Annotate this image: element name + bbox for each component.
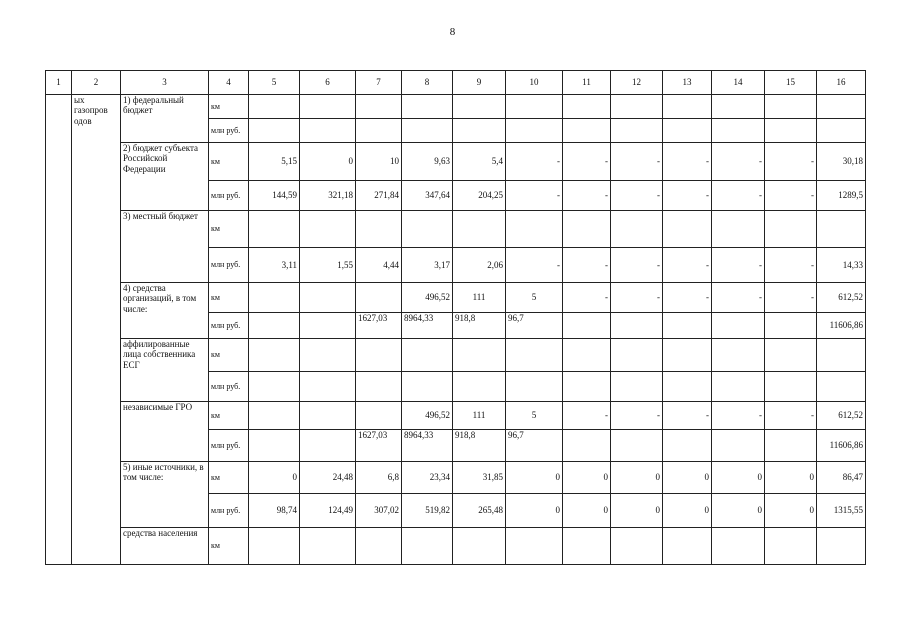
source-label: 2) бюджет субъекта Российской Федерации [121, 143, 209, 211]
unit-cell: км [209, 283, 249, 313]
value-cell [356, 119, 402, 143]
value-cell [765, 430, 817, 462]
source-label: 3) местный бюджет [121, 211, 209, 283]
value-cell: - [506, 248, 563, 283]
value-cell [300, 430, 356, 462]
value-cell: - [563, 248, 611, 283]
value-cell [563, 313, 611, 339]
value-cell [663, 339, 712, 372]
value-cell: - [712, 143, 765, 181]
value-cell [712, 372, 765, 402]
value-cell [356, 339, 402, 372]
value-cell: 347,64 [402, 181, 453, 211]
value-cell: 96,7 [506, 313, 563, 339]
value-cell [402, 211, 453, 248]
column-header-1: 1 [46, 71, 72, 95]
value-cell: - [611, 143, 663, 181]
value-cell [300, 211, 356, 248]
value-cell: - [765, 248, 817, 283]
value-cell: 0 [300, 143, 356, 181]
value-cell: 24,48 [300, 462, 356, 494]
value-cell: 0 [765, 462, 817, 494]
value-cell: 111 [453, 402, 506, 430]
value-cell: 96,7 [506, 430, 563, 462]
value-cell [817, 339, 866, 372]
unit-cell: млн руб. [209, 119, 249, 143]
value-cell: 0 [712, 462, 765, 494]
unit-cell: млн руб. [209, 181, 249, 211]
value-cell: - [563, 143, 611, 181]
value-cell [817, 372, 866, 402]
value-cell [563, 95, 611, 119]
value-cell [611, 528, 663, 565]
value-cell: 98,74 [249, 494, 300, 528]
unit-cell: км [209, 95, 249, 119]
value-cell [249, 372, 300, 402]
value-cell: - [712, 402, 765, 430]
value-cell: - [611, 402, 663, 430]
value-cell: 3,11 [249, 248, 300, 283]
value-cell: 0 [663, 494, 712, 528]
value-cell: 321,18 [300, 181, 356, 211]
table-row [46, 462, 866, 494]
value-cell [765, 528, 817, 565]
column-header-5: 5 [249, 71, 300, 95]
value-cell [506, 528, 563, 565]
value-cell [817, 211, 866, 248]
value-cell [356, 95, 402, 119]
value-cell [356, 283, 402, 313]
value-cell [663, 372, 712, 402]
value-cell [453, 95, 506, 119]
value-cell: 519,82 [402, 494, 453, 528]
value-cell [300, 95, 356, 119]
column-header-14: 14 [712, 71, 765, 95]
value-cell [663, 211, 712, 248]
value-cell: - [563, 181, 611, 211]
value-cell [356, 402, 402, 430]
value-cell [453, 528, 506, 565]
col2-cell: ых газопров одов [72, 95, 121, 565]
value-cell [453, 211, 506, 248]
value-cell: 0 [563, 462, 611, 494]
value-cell [611, 313, 663, 339]
value-cell: - [506, 181, 563, 211]
value-cell: - [663, 402, 712, 430]
table-row [46, 528, 866, 565]
value-cell: 2,06 [453, 248, 506, 283]
value-cell: - [712, 283, 765, 313]
value-cell [249, 430, 300, 462]
column-header-9: 9 [453, 71, 506, 95]
source-label: аффилированные лица собственника ЕСГ [121, 339, 209, 402]
source-label: средства населения [121, 528, 209, 565]
value-cell: - [712, 181, 765, 211]
value-cell [712, 339, 765, 372]
value-cell: 23,34 [402, 462, 453, 494]
value-cell [249, 211, 300, 248]
value-cell [712, 430, 765, 462]
value-cell [249, 402, 300, 430]
column-header-10: 10 [506, 71, 563, 95]
value-cell [611, 211, 663, 248]
column-header-13: 13 [663, 71, 712, 95]
unit-cell: млн руб. [209, 494, 249, 528]
value-cell: - [765, 283, 817, 313]
value-cell [611, 95, 663, 119]
value-cell: 612,52 [817, 283, 866, 313]
value-cell [300, 313, 356, 339]
value-cell: 0 [765, 494, 817, 528]
value-cell: 0 [249, 462, 300, 494]
value-cell [402, 339, 453, 372]
value-cell [663, 95, 712, 119]
value-cell: 14,33 [817, 248, 866, 283]
value-cell [563, 119, 611, 143]
value-cell: 204,25 [453, 181, 506, 211]
value-cell: 0 [563, 494, 611, 528]
table-row [46, 143, 866, 181]
value-cell [249, 339, 300, 372]
value-cell [300, 372, 356, 402]
value-cell: 9,63 [402, 143, 453, 181]
value-cell: - [765, 181, 817, 211]
table-row [46, 211, 866, 248]
unit-cell: млн руб. [209, 430, 249, 462]
column-header-11: 11 [563, 71, 611, 95]
value-cell: 31,85 [453, 462, 506, 494]
value-cell [663, 313, 712, 339]
column-header-2: 2 [72, 71, 121, 95]
value-cell [402, 528, 453, 565]
value-cell: 0 [712, 494, 765, 528]
table-row [46, 402, 866, 430]
value-cell [249, 313, 300, 339]
value-cell: 0 [611, 494, 663, 528]
value-cell [765, 95, 817, 119]
value-cell: 5,4 [453, 143, 506, 181]
value-cell: 307,02 [356, 494, 402, 528]
value-cell [611, 119, 663, 143]
value-cell: - [563, 402, 611, 430]
value-cell [402, 372, 453, 402]
value-cell [453, 339, 506, 372]
value-cell [300, 402, 356, 430]
value-cell: 10 [356, 143, 402, 181]
value-cell: 4,44 [356, 248, 402, 283]
value-cell: 30,18 [817, 143, 866, 181]
source-label: 4) средства организаций, в том числе: [121, 283, 209, 339]
value-cell [611, 372, 663, 402]
source-label: 1) федеральный бюджет [121, 95, 209, 143]
value-cell: 0 [506, 494, 563, 528]
value-cell [663, 528, 712, 565]
value-cell [249, 528, 300, 565]
value-cell: 5 [506, 402, 563, 430]
value-cell [663, 430, 712, 462]
value-cell: 8964,33 [402, 430, 453, 462]
value-cell [506, 339, 563, 372]
value-cell [249, 119, 300, 143]
value-cell: 124,49 [300, 494, 356, 528]
value-cell [300, 528, 356, 565]
value-cell [765, 211, 817, 248]
value-cell: - [506, 143, 563, 181]
value-cell [506, 211, 563, 248]
unit-cell: км [209, 339, 249, 372]
value-cell [249, 95, 300, 119]
value-cell: 111 [453, 283, 506, 313]
value-cell: 3,17 [402, 248, 453, 283]
value-cell [712, 211, 765, 248]
column-header-8: 8 [402, 71, 453, 95]
value-cell [300, 283, 356, 313]
value-cell: - [712, 248, 765, 283]
value-cell [611, 430, 663, 462]
value-cell [563, 528, 611, 565]
source-label: независимые ГРО [121, 402, 209, 462]
value-cell: 86,47 [817, 462, 866, 494]
value-cell [563, 430, 611, 462]
table-row [46, 95, 866, 119]
value-cell: 496,52 [402, 402, 453, 430]
value-cell [663, 119, 712, 143]
value-cell [817, 95, 866, 119]
table-row [46, 283, 866, 313]
value-cell: 11606,86 [817, 313, 866, 339]
unit-cell: км [209, 402, 249, 430]
unit-cell: млн руб. [209, 372, 249, 402]
funding-table [45, 70, 866, 565]
value-cell: 11606,86 [817, 430, 866, 462]
column-header-4: 4 [209, 71, 249, 95]
value-cell: 612,52 [817, 402, 866, 430]
value-cell: - [611, 248, 663, 283]
value-cell: 918,8 [453, 430, 506, 462]
value-cell [563, 372, 611, 402]
value-cell: 5 [506, 283, 563, 313]
value-cell [712, 313, 765, 339]
value-cell [453, 119, 506, 143]
value-cell: 0 [663, 462, 712, 494]
value-cell: 0 [506, 462, 563, 494]
value-cell: - [663, 283, 712, 313]
value-cell: - [663, 248, 712, 283]
value-cell [765, 372, 817, 402]
value-cell: 6,8 [356, 462, 402, 494]
column-header-15: 15 [765, 71, 817, 95]
value-cell: 144,59 [249, 181, 300, 211]
unit-cell: млн руб. [209, 313, 249, 339]
value-cell: 1315,55 [817, 494, 866, 528]
column-header-16: 16 [817, 71, 866, 95]
value-cell [402, 119, 453, 143]
value-cell: - [611, 283, 663, 313]
value-cell [506, 95, 563, 119]
col1-cell [46, 95, 72, 565]
value-cell [356, 528, 402, 565]
value-cell: - [663, 143, 712, 181]
page-number: 8 [449, 26, 456, 38]
value-cell [611, 339, 663, 372]
unit-cell: млн руб. [209, 248, 249, 283]
value-cell [300, 119, 356, 143]
column-header-7: 7 [356, 71, 402, 95]
value-cell [300, 339, 356, 372]
value-cell: 5,15 [249, 143, 300, 181]
unit-cell: км [209, 462, 249, 494]
value-cell: 496,52 [402, 283, 453, 313]
value-cell: 1289,5 [817, 181, 866, 211]
value-cell [356, 372, 402, 402]
source-label: 5) иные источники, в том числе: [121, 462, 209, 528]
value-cell [506, 119, 563, 143]
value-cell [765, 313, 817, 339]
value-cell: 271,84 [356, 181, 402, 211]
table-row [46, 339, 866, 372]
value-cell: 8964,33 [402, 313, 453, 339]
value-cell [765, 339, 817, 372]
value-cell: - [611, 181, 663, 211]
value-cell [506, 372, 563, 402]
value-cell: - [563, 283, 611, 313]
value-cell [402, 95, 453, 119]
value-cell [817, 119, 866, 143]
value-cell: 1,55 [300, 248, 356, 283]
value-cell: - [663, 181, 712, 211]
column-header-3: 3 [121, 71, 209, 95]
value-cell: - [765, 143, 817, 181]
value-cell [563, 339, 611, 372]
value-cell: 1627,03 [356, 430, 402, 462]
value-cell: 0 [611, 462, 663, 494]
value-cell: 918,8 [453, 313, 506, 339]
value-cell: 265,48 [453, 494, 506, 528]
unit-cell: км [209, 211, 249, 248]
unit-cell: км [209, 143, 249, 181]
value-cell [712, 119, 765, 143]
unit-cell: км [209, 528, 249, 565]
value-cell [563, 211, 611, 248]
value-cell: - [765, 402, 817, 430]
value-cell: 1627,03 [356, 313, 402, 339]
value-cell [356, 211, 402, 248]
value-cell [249, 283, 300, 313]
value-cell [712, 95, 765, 119]
value-cell [765, 119, 817, 143]
column-header-12: 12 [611, 71, 663, 95]
value-cell [453, 372, 506, 402]
value-cell [817, 528, 866, 565]
column-header-6: 6 [300, 71, 356, 95]
value-cell [712, 528, 765, 565]
